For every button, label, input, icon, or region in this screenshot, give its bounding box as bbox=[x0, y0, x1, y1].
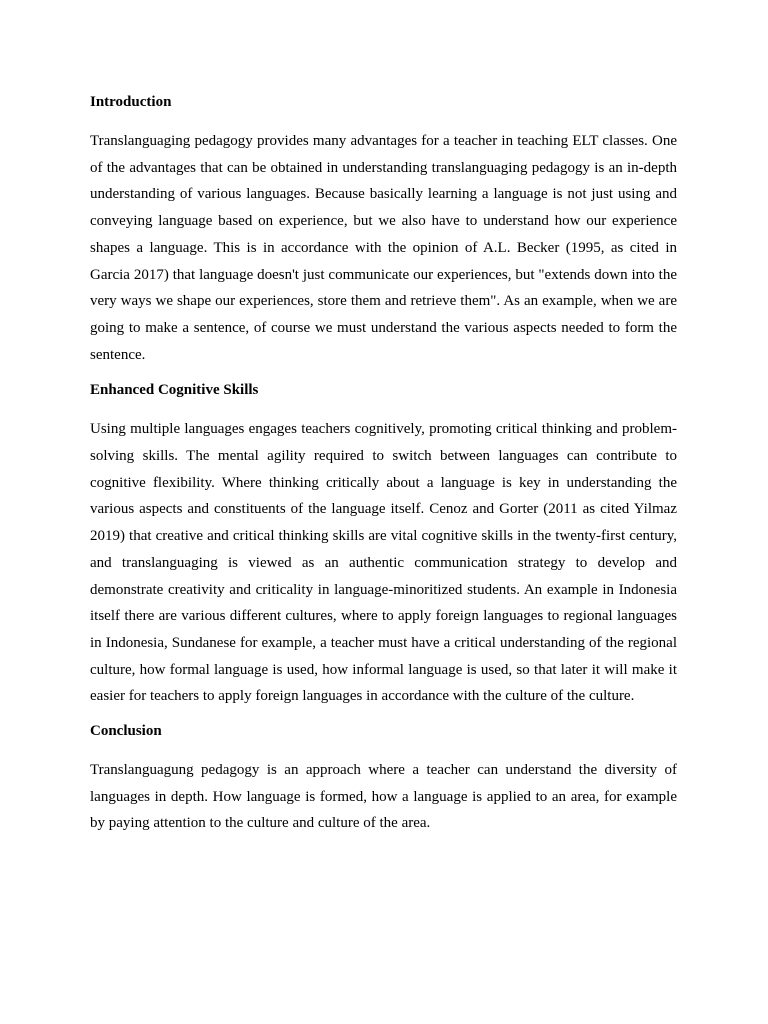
section-heading-enhanced-cognitive-skills: Enhanced Cognitive Skills bbox=[90, 382, 259, 399]
document-page bbox=[90, 92, 677, 837]
section-body-enhanced-cognitive-skills: Using multiple languages engages teachers cognitively, promoting critical thinking and problem-solving skills. The mental agility required to switch between languages can contribute to cognitive flexibility. Where thinking critically about a language is key in understanding the various aspects and constituents of the language itself. Cenoz and Gorter (2011 as cited Yilmaz 2019) that creative and critical thinking skills are vital cognitive skills in the twenty-first century, and translanguaging is viewed as an authentic communication strategy to develop and demonstrate creativity and criticality in language-minoritized students. An example in Indonesia itself there are various different cultures, where to apply foreign languages to regional languages in Indonesia, Sundanese for example, a teacher must have a critical understanding of the regional culture, how formal language is used, how informal language is used, so that later it will make it easier for teachers to apply foreign languages in accordance with the culture of the culture. bbox=[90, 421, 677, 705]
section-heading-introduction: Introduction bbox=[90, 94, 172, 110]
section-body-introduction: Translanguaging pedagogy provides many advantages for a teacher in teaching ELT classes. One of the advantages that can be obtained in understanding translanguaging pedagogy is an in-depth understanding of various languages. Because basically learning a language is not just using and conveying language based on experience, but we also have to understand how our experience shapes a language. This is in accordance with the opinion of A.L. Becker (1995, as cited in Garcia 2017) that language doesn't just communicate our experiences, but "extends down into the very ways we shape our experiences, store them and retrieve them". As an example, when we are going to make a sentence, of course we must understand the various aspects needed to form the sentence. bbox=[90, 133, 677, 363]
section-body-conclusion: Translanguagung pedagogy is an approach where a teacher can understand the diversity of languages in depth. How language is formed, how a language is applied to an area, for example by paying attention to the culture and culture of the area. bbox=[90, 762, 677, 832]
section-heading-conclusion: Conclusion bbox=[90, 723, 162, 740]
